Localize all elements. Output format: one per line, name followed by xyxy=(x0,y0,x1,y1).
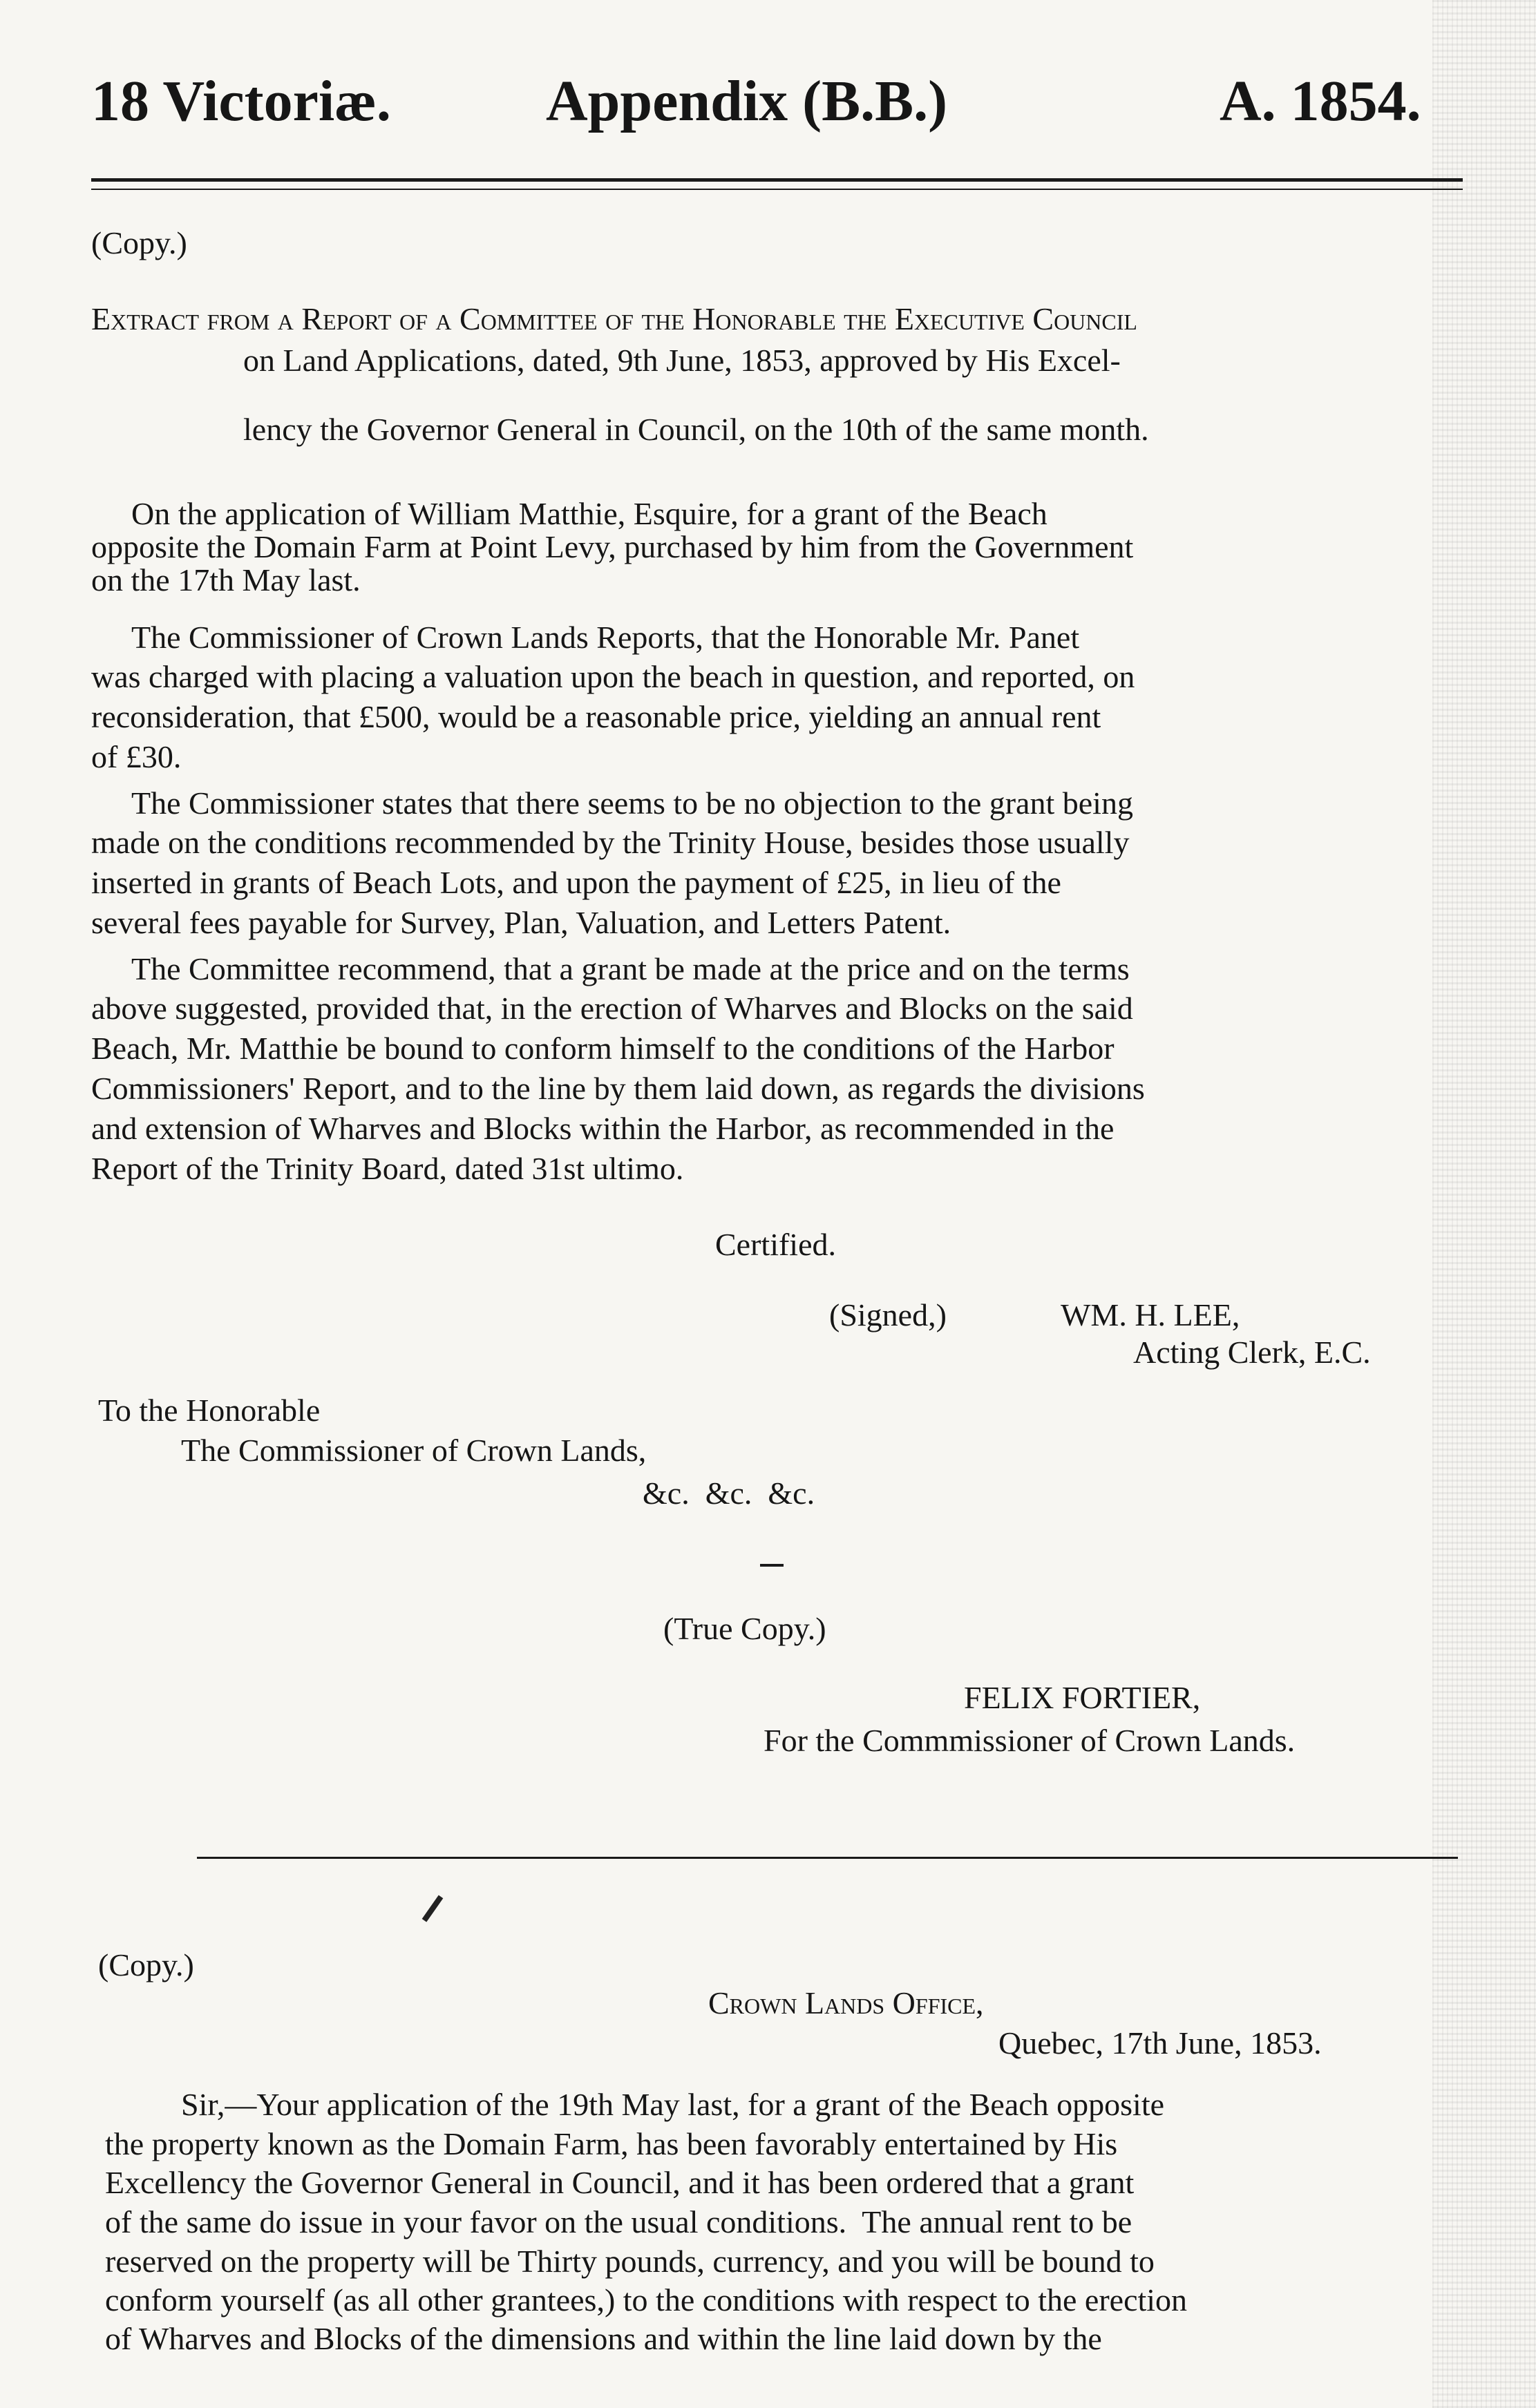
para1-line-2: opposite the Domain Farm at Point Levy, purchased by him from the Government xyxy=(91,529,1134,564)
para3-line-1: The Commissioner states that there seems to be no objection to the grant being xyxy=(131,785,1133,821)
para4-line-5: and extension of Wharves and Blocks within the Harbor, as recommended in the xyxy=(91,1111,1115,1146)
letter-line-6: conform yourself (as all other grantees,) to the conditions with respect to the erection xyxy=(105,2282,1188,2318)
letter-line-3: Excellency the Governor General in Council, and it has been ordered that a grant xyxy=(105,2165,1135,2200)
short-dash-divider xyxy=(760,1564,784,1567)
copy-label-2: (Copy.) xyxy=(98,1947,194,1982)
copy-label: (Copy.) xyxy=(91,225,187,260)
para2-line-4: of £30. xyxy=(91,739,182,774)
para2-line-2: was charged with placing a valuation upon the beach in question, and reported, on xyxy=(91,659,1135,694)
signer-name: WM. H. LEE, xyxy=(1061,1297,1240,1332)
header-appendix: Appendix (B.B.) xyxy=(546,69,948,133)
letter-line-2: the property known as the Domain Farm, has been favorably entertained by His xyxy=(105,2126,1118,2161)
certified-label: Certified. xyxy=(715,1227,836,1262)
copy-signer-name: FELIX FORTIER, xyxy=(964,1680,1201,1715)
extract-heading-line-3: lency the Governor General in Council, on the 10th of the same month. xyxy=(243,412,1149,447)
para3-line-3: inserted in grants of Beach Lots, and upon the payment of £25, in lieu of the xyxy=(91,865,1061,900)
para3-line-4: several fees payable for Survey, Plan, Valuation, and Letters Patent. xyxy=(91,905,951,940)
place-date: Quebec, 17th June, 1853. xyxy=(998,2025,1322,2061)
para1-line-1: On the application of William Matthie, Esquire, for a grant of the Beach xyxy=(131,496,1047,531)
section-divider xyxy=(197,1857,1458,1859)
header-session: 18 Victoriæ. xyxy=(91,69,391,133)
addressee-line-1: To the Honorable xyxy=(98,1393,321,1428)
signed-label: (Signed,) xyxy=(829,1297,947,1332)
office-heading: Crown Lands Office, xyxy=(708,1985,984,2020)
para4-line-6: Report of the Trinity Board, dated 31st ultimo. xyxy=(91,1151,684,1186)
para2-line-3: reconsideration, that £500, would be a reasonable price, yielding an annual rent xyxy=(91,699,1101,734)
para2-line-1: The Commissioner of Crown Lands Reports, that the Honorable Mr. Panet xyxy=(131,620,1080,655)
extract-heading-text: Extract from a Report of a Committee of the Honorable the Executive Council xyxy=(91,301,1137,336)
header-rule-thin xyxy=(91,189,1463,190)
scan-edge-noise xyxy=(1432,0,1536,2408)
para4-line-4: Commissioners' Report, and to the line by them laid down, as regards the divisions xyxy=(91,1071,1145,1106)
letter-line-5: reserved on the property will be Thirty pounds, currency, and you will be bound to xyxy=(105,2244,1155,2279)
letter-line-1: Sir,—Your application of the 19th May last, for a grant of the Beach opposite xyxy=(181,2087,1165,2122)
header-year: A. 1854. xyxy=(1220,69,1421,133)
letter-line-4: of the same do issue in your favor on the usual conditions. The annual rent to be xyxy=(105,2204,1132,2239)
addressee-line-2: The Commissioner of Crown Lands, xyxy=(181,1433,647,1468)
stray-mark xyxy=(422,1895,444,1922)
para1-line-3: on the 17th May last. xyxy=(91,562,361,598)
letter-line-7: of Wharves and Blocks of the dimensions and within the line laid down by the xyxy=(105,2321,1102,2356)
para4-line-3: Beach, Mr. Matthie be bound to conform himself to the conditions of the Harbor xyxy=(91,1031,1115,1066)
extract-heading-line-2: on Land Applications, dated, 9th June, 1853, approved by His Excel- xyxy=(243,343,1121,378)
para3-line-2: made on the conditions recommended by the Trinity House, besides those usually xyxy=(91,825,1130,860)
extract-heading-line-1 xyxy=(91,298,1137,340)
para4-line-2: above suggested, provided that, in the erection of Wharves and Blocks on the said xyxy=(91,991,1133,1026)
signer-title: Acting Clerk, E.C. xyxy=(1133,1335,1371,1370)
header-rule-thick xyxy=(91,178,1463,182)
copy-signer-title: For the Commmissioner of Crown Lands. xyxy=(764,1723,1296,1758)
addressee-line-3: &c. &c. &c. xyxy=(643,1475,815,1511)
true-copy-label: (True Copy.) xyxy=(663,1611,826,1646)
para4-line-1: The Committee recommend, that a grant be made at the price and on the terms xyxy=(131,951,1130,986)
